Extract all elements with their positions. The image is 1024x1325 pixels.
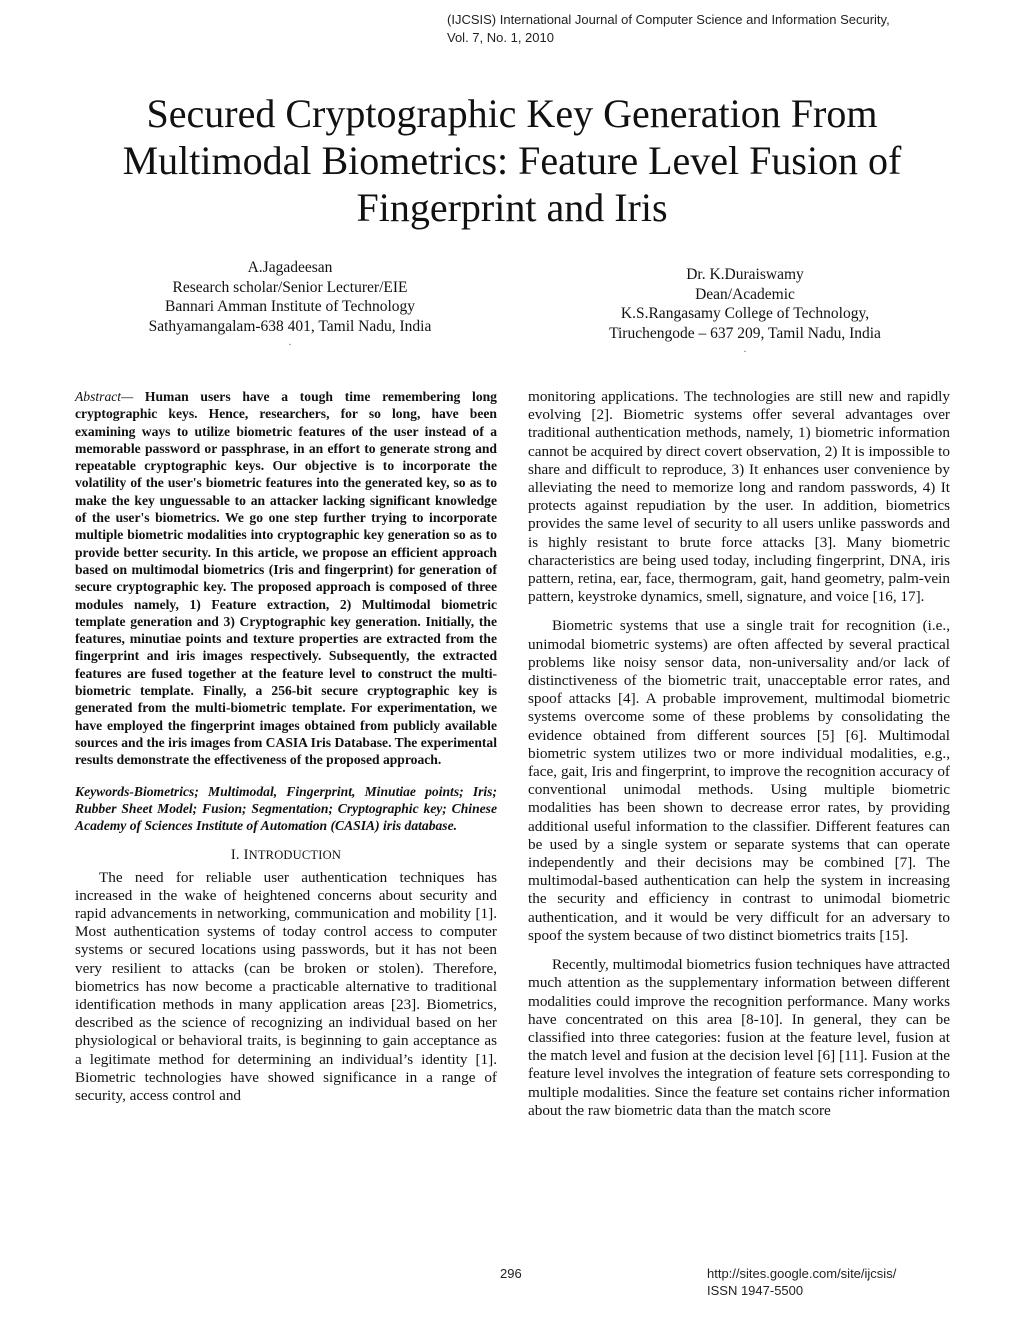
section-numeral: I. I — [230, 847, 249, 864]
section-title-rest: NTRODUCTION — [248, 848, 342, 863]
author-block-1 — [100, 258, 480, 350]
journal-header-line-2: Vol. 7, No. 1, 2010 — [447, 30, 554, 45]
section-heading-introduction — [75, 846, 497, 864]
paper-title-line-2: Multimodal Biometrics: Feature Level Fusion of — [122, 138, 902, 183]
abstract-label: Abstract— — [75, 389, 134, 404]
author-role: Dean/Academic — [695, 285, 795, 303]
right-column — [528, 388, 950, 1131]
abstract-text: Human users have a tough time remembering long cryptographic keys. Hence, researchers, for so long, have been examining ways to utilize biometric features of the user instead of a memorable password or passphrase, in an effort to generate strong and repeatable cryptographic keys. Our objective is to incorporate the volatility of the user's biometric features into the generated key, so as to make the key unguessable to an attacker lacking significant knowledge of the user's biometrics. We go one step further trying to incorporate multiple biometric modalities into cryptographic key generation so as to provide better security. In this article, we propose an efficient approach based on multimodal biometrics (Iris and fingerprint) for generation of secure cryptographic key. The proposed approach is composed of three modules namely, 1) Feature extraction, 2) Multimodal biometric template generation and 3) Cryptographic key generation. Initially, the features, minutiae points and texture properties are extracted from the fingerprint and iris images respectively. Subsequently, the extracted features are fused together at the feature level to construct the multi-biometric template. Finally, a 256-bit secure cryptographic key is generated from the multi-biometric template. For experimentation, we have employed the fingerprint images obtained from publicly available sources and the iris images from CASIA Iris Database. The experimental results demonstrate the effectiveness of the proposed approach. — [75, 389, 497, 768]
paragraph: monitoring applications. The technologies are still new and rapidly evolving [2]. Biometric systems offer several advantages over traditional authentication methods, namely, 1) biometric information cannot be acquired by direct covert observation, 2) It is impossible to share and difficult to reproduce, 3) It enhances user convenience by alleviating the need to memorize long and random passwords, 4) It protects against repudiation by the user. In addition, biometrics provides the same level of security to all users unlike passwords and is highly resistant to brute force attacks [3]. Many biometric characteristics are being used today, including fingerprint, DNA, iris pattern, retina, ear, face, thermogram, gait, hand geometry, palm-vein pattern, keystroke dynamics, smell, signature, and voice [16, 17]. — [528, 388, 950, 606]
keywords: Keywords-Biometrics; Multimodal, Fingerprint, Minutiae points; Iris; Rubber Sheet Model; Fusion; Segmentation; Cryptographic key; Chinese Academy of Sciences Institute of Automation (CASIA) iris database. — [75, 783, 497, 834]
journal-header-line-1: (IJCSIS) International Journal of Computer Science and Information Security, — [447, 12, 890, 27]
page-number: 296 — [500, 1266, 522, 1281]
paper-title-line-3: Fingerprint and Iris — [356, 185, 668, 230]
author-block-2 — [560, 265, 930, 357]
author-role: Research scholar/Senior Lecturer/EIE — [172, 278, 408, 296]
issn: ISSN 1947-5500 — [707, 1283, 804, 1298]
author-name: A.Jagadeesan — [247, 259, 333, 276]
paragraph: Recently, multimodal biometrics fusion techniques have attracted much attention as the supplementary information between different modalities could improve the recognition performance. Many works have concentrated on this area [8-10]. In general, they can be classified into three categories: fusion at the feature level, fusion at the match level and fusion at the decision level [6] [11]. Fusion at the feature level involves the integration of feature sets corresponding to multiple modalities. Since the feature set contains richer information about the raw biometric data than the match score — [528, 956, 950, 1119]
author-dot: . — [743, 344, 747, 355]
paragraph: Biometric systems that use a single trait for recognition (i.e., unimodal biometric systems) are often affected by several practical problems like noisy sensor data, non-universality and/or lack of distinctiveness of the biometric trait, unacceptable error rates, and spoof attacks [4]. A probable improvement, multimodal biometric systems overcome some of these problems by consolidating the evidence obtained from different sources [5] [6]. Multimodal biometric system utilizes two or more individual modalities, e.g., face, gait, Iris and fingerprint, to improve the recognition accuracy of conventional unimodal methods. Using multiple biometric modalities has been shown to decrease error rates, by providing additional useful information to the classifier. Different features can be used by a single system or separate systems that can operate independently and their decisions may be combined [7]. The multimodal-based authentication can help the system in increasing the security and efficiency in contrast to unimodal biometric authentication, and it would be very difficult for an adversary to spoof the system because of two distinct biometrics traits [15]. — [528, 617, 950, 944]
author-name: Dr. K.Duraiswamy — [686, 266, 804, 283]
abstract — [75, 388, 497, 769]
paper-title-line-1: Secured Cryptographic Key Generation From — [146, 91, 878, 136]
paragraph: The need for reliable user authentication techniques has increased in the wake of heightened concerns about security and rapid advancements in networking, communication and mobility [1]. Most authentication systems of today control access to computer systems or secured locations using passwords, but it has not been very resilient to attacks (can be broken or stolen). Therefore, biometrics has now become a practicable alternative to traditional identification methods in many application areas [23]. Biometrics, described as the science of recognizing an individual based on her physiological or behavioral traits, is beginning to gain acceptance as a legitimate method for determining an individual’s identity [1]. Biometric technologies have showed significance in a range of security, access control and — [75, 868, 497, 1105]
author-dot: . — [288, 337, 292, 348]
author-address: Sathyamangalam-638 401, Tamil Nadu, India — [148, 317, 432, 335]
author-institution: Bannari Amman Institute of Technology — [164, 298, 416, 315]
footer-info — [707, 1265, 896, 1299]
author-address: Tiruchengode – 637 209, Tamil Nadu, India — [609, 324, 881, 342]
left-column — [75, 388, 497, 1116]
author-institution: K.S.Rangasamy College of Technology, — [620, 305, 870, 322]
journal-header — [447, 11, 1007, 47]
journal-url: http://sites.google.com/site/ijcsis/ — [707, 1266, 897, 1281]
paper-title — [60, 90, 964, 231]
